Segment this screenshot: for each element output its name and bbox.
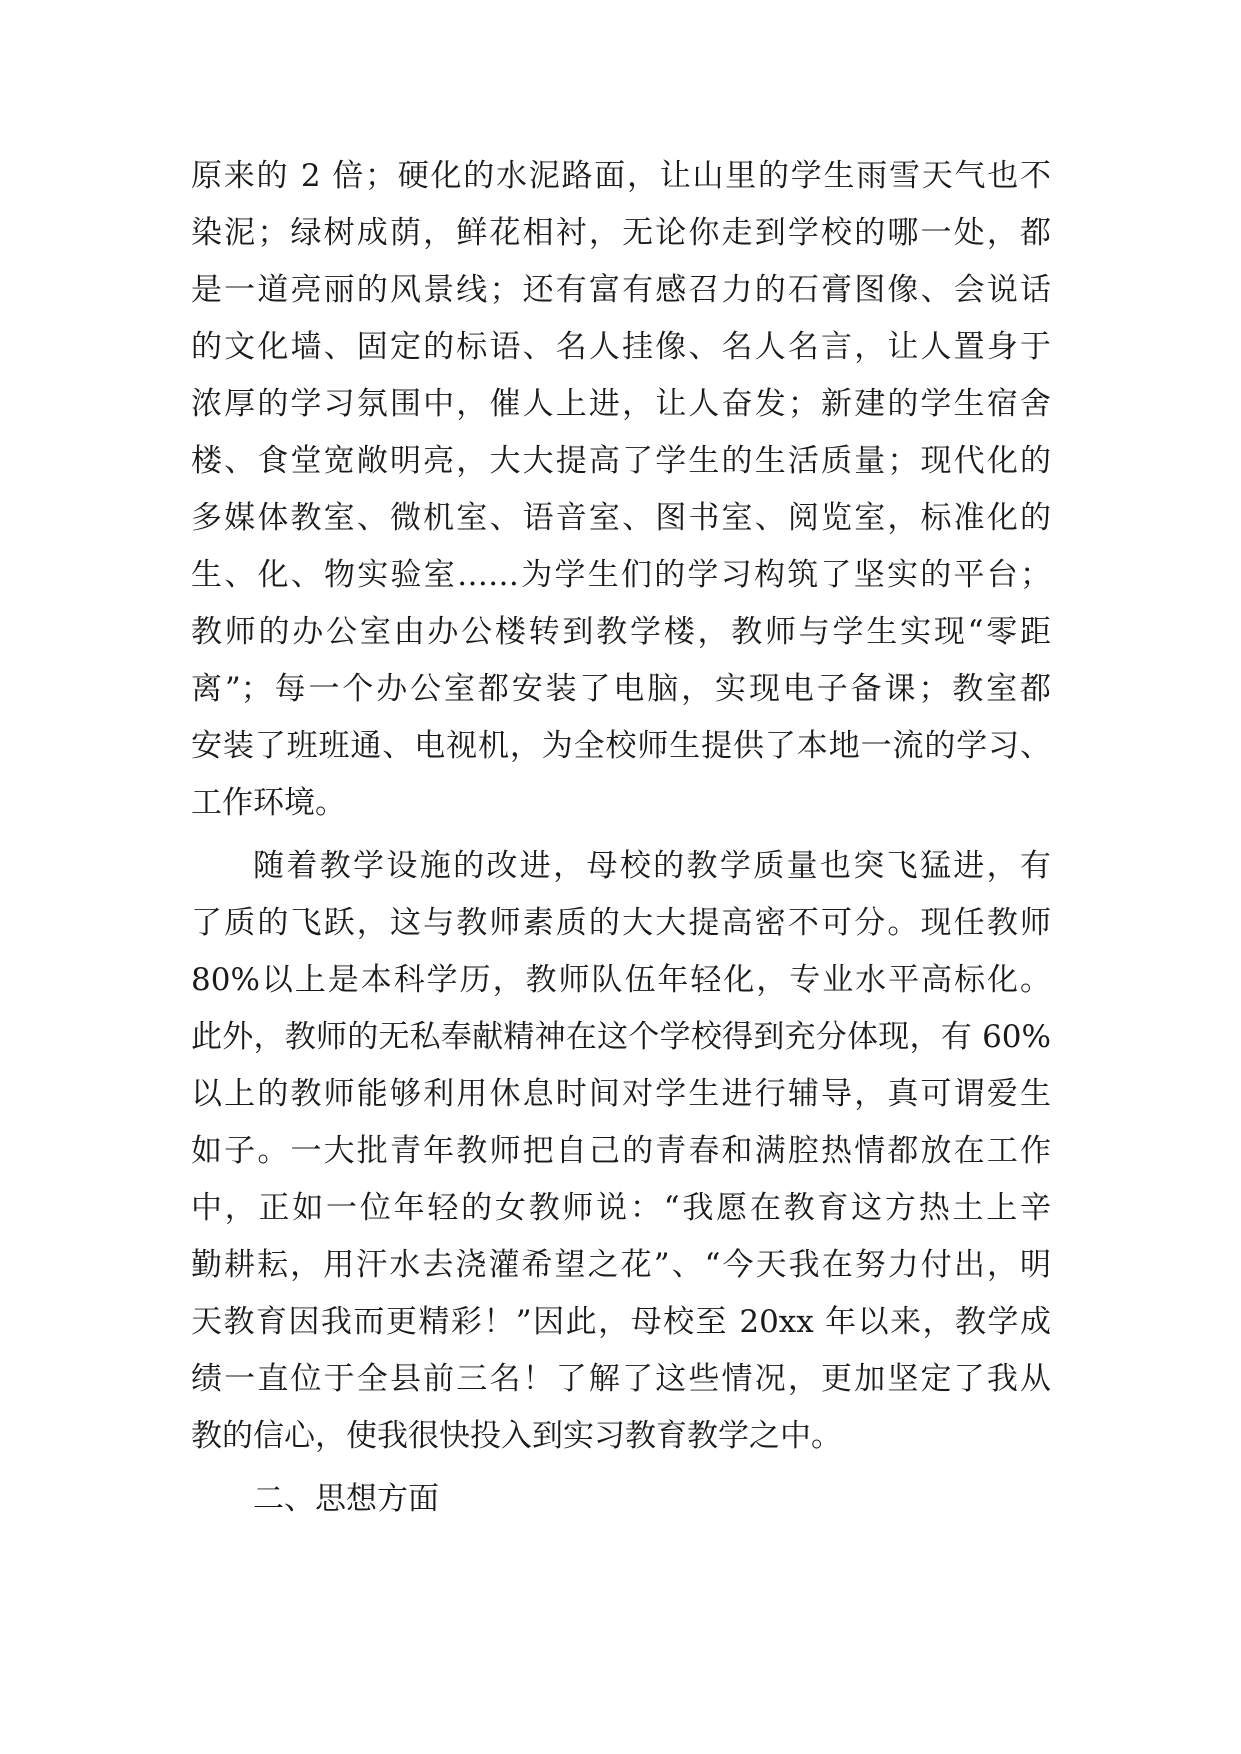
text-line: 绩一直位于全县前三名！了解了这些情况，更加坚定了我从 xyxy=(191,1361,1051,1397)
paragraph-facilities xyxy=(191,148,1051,832)
text-line: 染泥；绿树成荫，鲜花相衬，无论你走到学校的哪一处，都 xyxy=(191,215,1051,251)
text-line: 天教育因我而更精彩！”因此，母校至 20xx 年以来，教学成 xyxy=(191,1304,1051,1340)
text-line: 原来的 2 倍；硬化的水泥路面，让山里的学生雨雪天气也不 xyxy=(191,158,1051,194)
section-heading: 二、思想方面 xyxy=(253,1481,439,1517)
document-body xyxy=(191,148,1051,1528)
section-heading-ideology xyxy=(191,1471,1051,1528)
text-line: 是一道亮丽的风景线；还有富有感召力的石膏图像、会说话 xyxy=(191,272,1051,308)
text-line: 随着教学设施的改进，母校的教学质量也突飞猛进，有 xyxy=(253,848,1051,884)
text-line: 了质的飞跃，这与教师素质的大大提高密不可分。现任教师 xyxy=(191,905,1051,941)
text-line: 离”；每一个办公室都安装了电脑，实现电子备课；教室都 xyxy=(191,671,1051,707)
text-line: 生、化、物实验室……为学生们的学习构筑了坚实的平台； xyxy=(191,557,1051,593)
text-line: 中，正如一位年轻的女教师说：“我愿在教育这方热土上辛 xyxy=(191,1190,1051,1226)
text-line: 安装了班班通、电视机，为全校师生提供了本地一流的学习、 xyxy=(191,728,1051,764)
text-line: 80%以上是本科学历，教师队伍年轻化，专业水平高标化。 xyxy=(191,962,1051,998)
text-line: 教师的办公室由办公楼转到教学楼，教师与学生实现“零距 xyxy=(191,614,1051,650)
text-line: 的文化墙、固定的标语、名人挂像、名人名言，让人置身于 xyxy=(191,329,1051,365)
text-line: 此外，教师的无私奉献精神在这个学校得到充分体现，有 60% xyxy=(191,1019,1051,1055)
text-line: 浓厚的学习氛围中，催人上进，让人奋发；新建的学生宿舍 xyxy=(191,386,1051,422)
text-line: 教的信心，使我很快投入到实习教育教学之中。 xyxy=(191,1418,842,1454)
text-line: 勤耕耘，用汗水去浇灌希望之花”、“今天我在努力付出，明 xyxy=(191,1247,1051,1283)
paragraph-teaching-quality xyxy=(191,838,1051,1465)
text-line: 以上的教师能够利用休息时间对学生进行辅导，真可谓爱生 xyxy=(191,1076,1051,1112)
text-line: 楼、食堂宽敞明亮，大大提高了学生的生活质量；现代化的 xyxy=(191,443,1051,479)
text-line: 如子。一大批青年教师把自己的青春和满腔热情都放在工作 xyxy=(191,1133,1051,1169)
text-line: 多媒体教室、微机室、语音室、图书室、阅览室，标准化的 xyxy=(191,500,1051,536)
text-line: 工作环境。 xyxy=(191,785,346,821)
